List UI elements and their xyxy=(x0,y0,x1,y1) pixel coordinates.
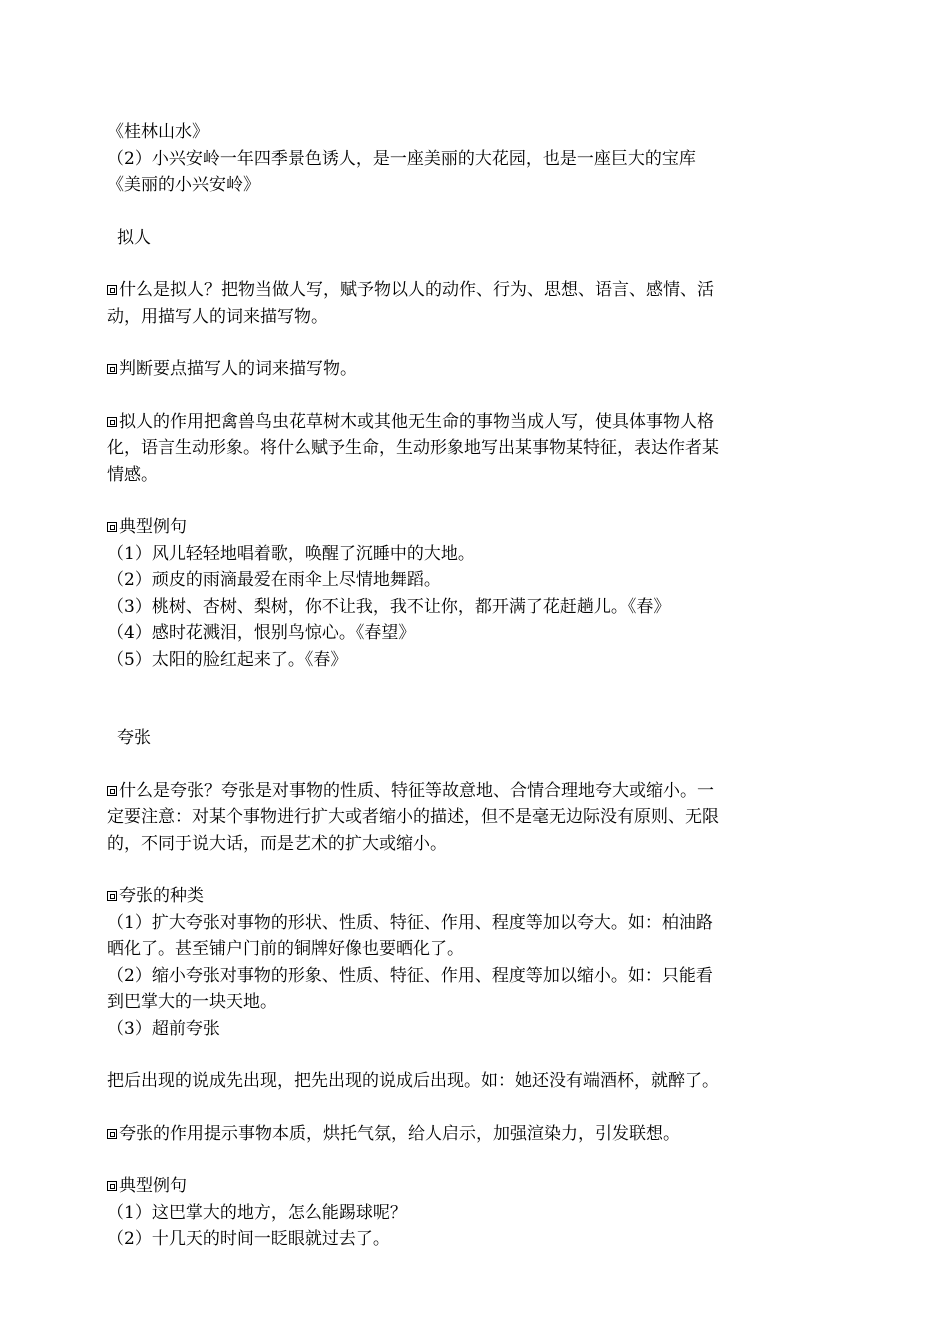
type-item: （1）扩大夸张对事物的形状、性质、特征、作用、程度等加以夸大。如：柏油路 xyxy=(107,912,713,933)
type-item: （2）缩小夸张对事物的形象、性质、特征、作用、程度等加以缩小。如：只能看 xyxy=(107,965,713,986)
example-item: （4）感时花溅泪，恨别鸟惊心。《春望》 xyxy=(107,623,416,643)
section-heading-hyperbole: 夸张 xyxy=(117,728,151,748)
intro-line: （2）小兴安岭一年四季景色诱人，是一座美丽的大花园，也是一座巨大的宝库 xyxy=(107,148,696,169)
examples-title: 典型例句 xyxy=(119,517,187,537)
hyperbole-effect xyxy=(107,1121,847,1148)
advance-note: 把后出现的说成先出现，把先出现的说成后出现。如：她还没有端酒杯，就醉了。 xyxy=(107,1071,719,1091)
section-heading-personification: 拟人 xyxy=(117,227,151,248)
personification-what-is xyxy=(107,277,847,330)
bullet-icon xyxy=(107,364,117,374)
bullet-icon xyxy=(107,522,117,532)
example-item: （3）桃树、杏树、梨树，你不让我，我不让你，都开满了花赶趟儿。《春》 xyxy=(107,596,671,617)
bullet-icon xyxy=(107,1181,117,1191)
bullet-icon xyxy=(107,786,117,796)
examples-title: 典型例句 xyxy=(119,1176,187,1196)
hyperbole-types xyxy=(107,883,847,1042)
paragraph-line: 动，用描写人的词来描写物。 xyxy=(107,306,328,327)
paragraph-line: 化，语言生动形象。将什么赋予生命，生动形象地写出某事物某特征，表达作者某 xyxy=(107,438,719,458)
intro-line: 《桂林山水》 xyxy=(107,122,209,142)
paragraph-line: 定要注意：对某个事物进行扩大或者缩小的描述，但不是毫无边际没有原则、无限 xyxy=(107,807,719,827)
paragraph-line: 判断要点描写人的词来描写物。 xyxy=(119,359,357,379)
paragraph-line: 夸张的作用提示事物本质，烘托气氛，给人启示，加强渲染力，引发联想。 xyxy=(119,1123,680,1144)
document-page xyxy=(107,119,847,1279)
paragraph-line: 什么是拟人？把物当做人写，赋予物以人的动作、行为、思想、语言、感情、活 xyxy=(119,280,714,300)
example-item: （2）十几天的时间一眨眼就过去了。 xyxy=(107,1229,390,1249)
hyperbole-examples xyxy=(107,1173,847,1253)
intro-line: 《美丽的小兴安岭》 xyxy=(107,175,260,195)
example-item: （5）太阳的脸红起来了。《春》 xyxy=(107,649,348,670)
paragraph-line: 什么是夸张？夸张是对事物的性质、特征等故意地、合情合理地夸大或缩小。一 xyxy=(119,780,714,801)
example-item: （1）风儿轻轻地唱着歌，唤醒了沉睡中的大地。 xyxy=(107,543,475,564)
bullet-icon xyxy=(107,285,117,295)
personification-effect xyxy=(107,409,847,489)
type-item: 晒化了。甚至铺户门前的铜牌好像也要晒化了。 xyxy=(107,939,464,959)
personification-examples xyxy=(107,514,847,673)
bullet-icon xyxy=(107,417,117,427)
example-item: （1）这巴掌大的地方，怎么能踢球呢？ xyxy=(107,1202,407,1223)
type-item: （3）超前夸张 xyxy=(107,1018,220,1039)
paragraph-line: 的，不同于说大话，而是艺术的扩大或缩小。 xyxy=(107,833,447,854)
hyperbole-what-is xyxy=(107,778,847,858)
paragraph-line: 拟人的作用把禽兽鸟虫花草树木或其他无生命的事物当成人写，使具体事物人格 xyxy=(119,411,714,432)
example-item: （2）顽皮的雨滴最爱在雨伞上尽情地舞蹈。 xyxy=(107,570,441,590)
bullet-icon xyxy=(107,1129,117,1139)
personification-key-point xyxy=(107,356,847,383)
bullet-icon xyxy=(107,891,117,901)
types-title: 夸张的种类 xyxy=(119,886,204,906)
paragraph-line: 情感。 xyxy=(107,464,158,485)
type-item: 到巴掌大的一块天地。 xyxy=(107,992,277,1012)
intro-block xyxy=(107,119,847,199)
